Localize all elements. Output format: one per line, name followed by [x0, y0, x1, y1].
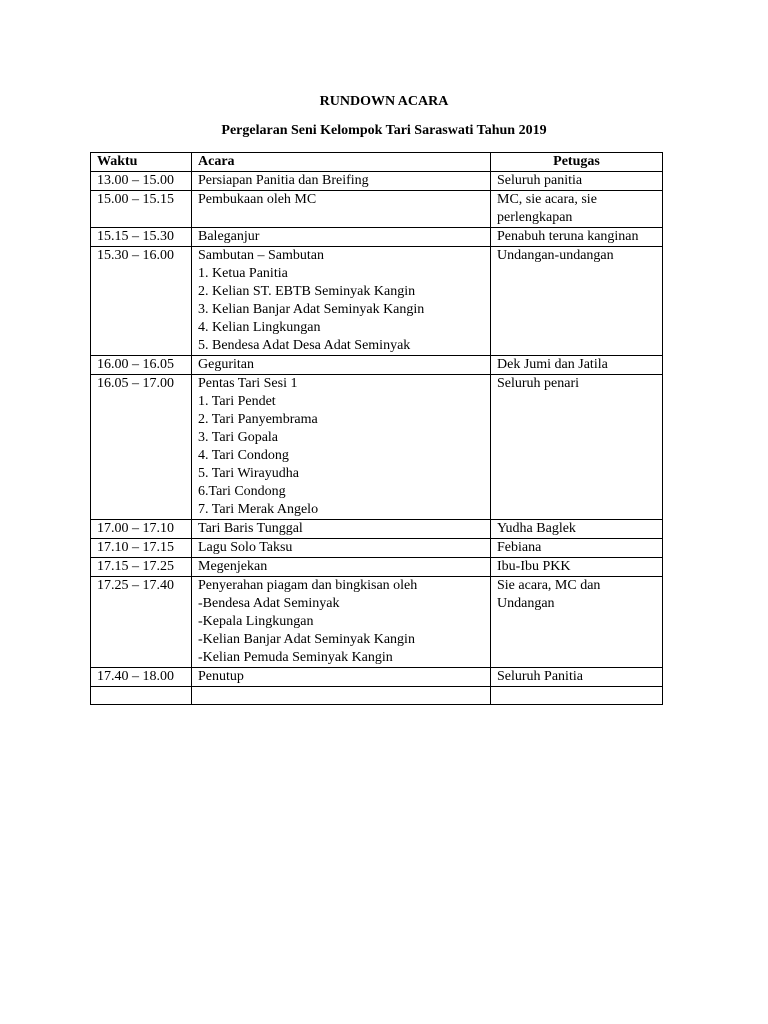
table-row: [91, 577, 663, 668]
acara-line: -Bendesa Adat Seminyak: [198, 596, 340, 611]
acara-line: Lagu Solo Taksu: [198, 540, 293, 555]
acara-line: 3. Tari Gopala: [198, 430, 279, 445]
acara-line: -Kelian Pemuda Seminyak Kangin: [198, 650, 393, 665]
cell-acara: [192, 520, 491, 539]
table-row: [91, 228, 663, 247]
acara-line: Pentas Tari Sesi 1: [198, 376, 298, 391]
cell-acara: [192, 375, 491, 520]
cell-petugas: Dek Jumi dan Jatila: [491, 356, 663, 375]
header-acara: Acara: [192, 153, 491, 172]
cell-acara: [192, 228, 491, 247]
acara-line: Pembukaan oleh MC: [198, 192, 317, 207]
acara-line: Tari Baris Tunggal: [198, 521, 303, 536]
acara-line: -Kepala Lingkungan: [198, 614, 314, 629]
acara-line: Geguritan: [198, 357, 254, 372]
cell-waktu: 13.00 – 15.00: [91, 172, 192, 191]
table-body: [91, 172, 663, 705]
table-row: [91, 191, 663, 228]
acara-line: Megenjekan: [198, 559, 268, 574]
cell-acara: [192, 247, 491, 356]
cell-petugas: Penabuh teruna kanginan: [491, 228, 663, 247]
acara-line: Baleganjur: [198, 229, 260, 244]
cell-petugas: Seluruh panitia: [491, 172, 663, 191]
cell-acara: [192, 172, 491, 191]
cell-waktu: 15.15 – 15.30: [91, 228, 192, 247]
cell-waktu: 17.00 – 17.10: [91, 520, 192, 539]
acara-line: Sambutan – Sambutan: [198, 248, 324, 263]
cell-acara: [192, 577, 491, 668]
table-row: [91, 668, 663, 687]
cell-waktu: 17.40 – 18.00: [91, 668, 192, 687]
cell-waktu: 15.30 – 16.00: [91, 247, 192, 356]
cell-acara: [192, 539, 491, 558]
acara-line: 2. Tari Panyembrama: [198, 412, 318, 427]
table-row: [91, 558, 663, 577]
cell-waktu: 15.00 – 15.15: [91, 191, 192, 228]
acara-line: 1. Ketua Panitia: [198, 266, 288, 281]
acara-line: 2. Kelian ST. EBTB Seminyak Kangin: [198, 284, 416, 299]
table-row: [91, 172, 663, 191]
acara-line: 1. Tari Pendet: [198, 394, 276, 409]
acara-line: -Kelian Banjar Adat Seminyak Kangin: [198, 632, 415, 647]
cell-acara: [192, 668, 491, 687]
table-row: [91, 356, 663, 375]
acara-line: 3. Kelian Banjar Adat Seminyak Kangin: [198, 302, 425, 317]
acara-line: Persiapan Panitia dan Breifing: [198, 173, 369, 188]
table-row: [91, 539, 663, 558]
cell-acara: [192, 558, 491, 577]
table-row: [91, 520, 663, 539]
cell-petugas: Seluruh Panitia: [491, 668, 663, 687]
cell-waktu: 16.00 – 16.05: [91, 356, 192, 375]
acara-line: 7. Tari Merak Angelo: [198, 502, 319, 517]
cell-waktu: 17.15 – 17.25: [91, 558, 192, 577]
cell-acara: [192, 191, 491, 228]
cell-petugas: Ibu-Ibu PKK: [491, 558, 663, 577]
cell-waktu: 17.10 – 17.15: [91, 539, 192, 558]
empty-cell: [192, 687, 491, 705]
empty-cell: [91, 687, 192, 705]
cell-petugas: Sie acara, MC dan Undangan: [491, 577, 663, 668]
table-row: [91, 247, 663, 356]
document-subtitle: Pergelaran Seni Kelompok Tari Saraswati Tahun 2019: [221, 123, 547, 138]
table-row: [91, 375, 663, 520]
document-title: RUNDOWN ACARA: [319, 94, 449, 109]
cell-waktu: 17.25 – 17.40: [91, 577, 192, 668]
rundown-table: [90, 152, 663, 705]
table-row-empty: [91, 687, 663, 705]
cell-acara: [192, 356, 491, 375]
cell-petugas: Seluruh penari: [491, 375, 663, 520]
acara-line: 4. Kelian Lingkungan: [198, 320, 321, 335]
header-waktu: Waktu: [91, 153, 192, 172]
acara-line: 5. Tari Wirayudha: [198, 466, 299, 481]
cell-waktu: 16.05 – 17.00: [91, 375, 192, 520]
acara-line: Penutup: [198, 669, 244, 684]
acara-line: Penyerahan piagam dan bingkisan oleh: [198, 578, 418, 593]
acara-line: 6.Tari Condong: [198, 484, 286, 499]
acara-line: 5. Bendesa Adat Desa Adat Seminyak: [198, 338, 411, 353]
header-petugas: Petugas: [491, 153, 663, 172]
cell-petugas: Febiana: [491, 539, 663, 558]
table-header-row: [91, 153, 663, 172]
acara-line: 4. Tari Condong: [198, 448, 289, 463]
empty-cell: [491, 687, 663, 705]
cell-petugas: MC, sie acara, sie perlengkapan: [491, 191, 663, 228]
cell-petugas: Yudha Baglek: [491, 520, 663, 539]
cell-petugas: Undangan-undangan: [491, 247, 663, 356]
